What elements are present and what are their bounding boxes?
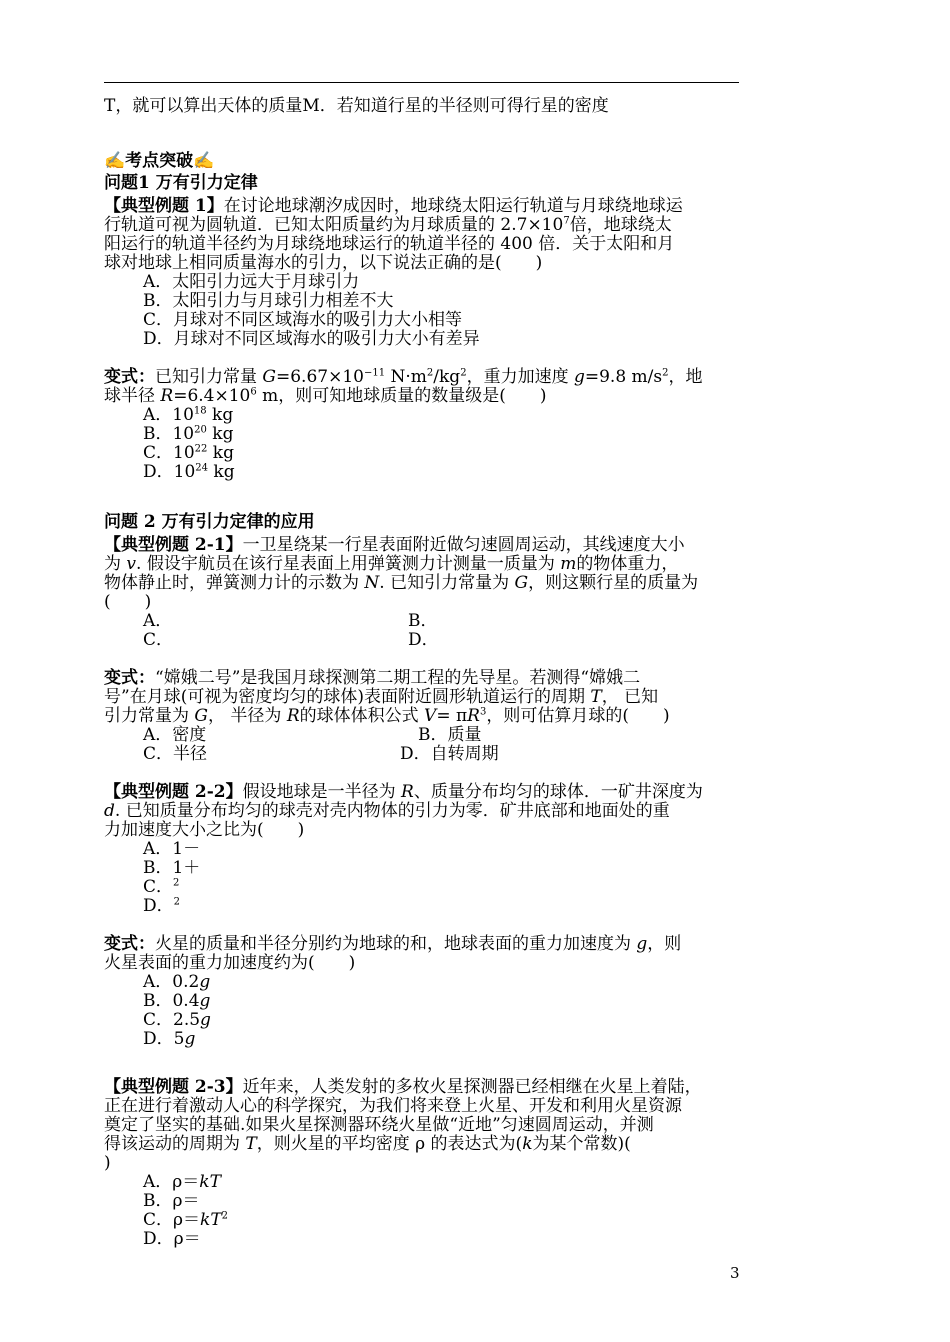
- variant-2-2-line-1: 变式：火星的质量和半径分别约为地球的和，地球表面的重力加速度为 g，则: [104, 934, 682, 954]
- example-2-2-line-3: 力加速度大小之比为( ): [104, 820, 305, 840]
- example-2-3-option-d: D．ρ＝: [143, 1229, 201, 1249]
- variant-2-2-option-c: C．2.5g: [143, 1010, 211, 1030]
- variant-2-1-line-1: 变式：“嫦娥二号”是我国月球探测第二期工程的先导星。若测得“嫦娥二: [104, 668, 641, 688]
- variant-1-option-a: A．$10^{18}$ kg: [143, 405, 234, 425]
- question-2-heading: 问题 2 万有引力定律的应用: [104, 512, 315, 532]
- writing-hand-icon: ✍: [104, 151, 126, 171]
- example-1-option-c: C．月球对不同区域海水的吸引力大小相等: [143, 310, 463, 330]
- page-number: 3: [730, 1264, 740, 1282]
- example-1-option-a: A．太阳引力远大于月球引力: [143, 272, 360, 292]
- variant-2-2-line-2: 火星表面的重力加速度约为( ): [104, 953, 356, 973]
- example-2-3-line-2: 正在进行着激动人心的科学探究，为我们将来登上火星、开发和利用火星资源: [104, 1096, 682, 1116]
- example-2-3-line-4: 得该运动的周期为 T，则火星的平均密度 ρ 的表达式为(k为某个常数)(: [104, 1134, 631, 1154]
- example-1-line-1: 【典型例题 1】在讨论地球潮汐成因时，地球绕太阳运行轨道与月球绕地球运: [104, 196, 683, 216]
- example-2-2-option-c: C．$^2$: [143, 877, 180, 897]
- continued-line: T，就可以算出天体的质量M．若知道行星的半径则可得行星的密度: [104, 96, 609, 116]
- example-2-1-line-3: 物体静止时，弹簧测力计的示数为 N. 已知引力常量为 G，则这颗行星的质量为: [104, 573, 699, 593]
- example-1-option-d: D．月球对不同区域海水的吸引力大小有差异: [143, 329, 480, 349]
- example-2-3-option-a: A．ρ＝kT: [143, 1172, 221, 1192]
- variant-2-1-option-c: C．半径: [143, 744, 208, 764]
- writing-hand-icon: ✍: [193, 151, 215, 171]
- variant-1-line-2: 球半径 $R=6.4\times 10^6$ m，则可知地球质量的数量级是( ): [104, 386, 547, 406]
- example-2-1-option-a: A．: [143, 611, 173, 631]
- example-2-1-option-d: D．: [408, 630, 439, 650]
- example-2-3-line-5: ): [104, 1153, 111, 1173]
- example-2-1-line-2: 为 v. 假设宇航员在该行星表面上用弹簧测力计测量一质量为 m的物体重力，: [104, 554, 679, 574]
- variant-2-2-option-a: A．0.2g: [143, 972, 211, 992]
- example-1-line-3: 阳运行的轨道半径约为月球绕地球运行的轨道半径的 400 倍．关于太阳和月: [104, 234, 675, 254]
- example-2-1-option-c: C．: [143, 630, 174, 650]
- example-2-1-line-1: 【典型例题 2-1】一卫星绕某一行星表面附近做匀速圆周运动，其线速度大小: [104, 535, 685, 555]
- variant-2-2-option-d: D．5g: [143, 1029, 196, 1049]
- example-2-1-option-b: B．: [408, 611, 438, 631]
- variant-1-option-b: B．$10^{20}$ kg: [143, 424, 234, 444]
- example-1-option-b: B．太阳引力与月球引力相差不大: [143, 291, 394, 311]
- section-title: ✍考点突破✍: [104, 151, 215, 171]
- example-1-line-4: 球对地球上相同质量海水的引力，以下说法正确的是( ): [104, 253, 543, 273]
- example-2-2-option-d: D．$^2$: [143, 896, 181, 916]
- variant-1-option-d: D．$10^{24}$ kg: [143, 462, 235, 482]
- example-2-2-option-b: B．1＋: [143, 858, 201, 878]
- variant-2-2-option-b: B．0.4g: [143, 991, 211, 1011]
- variant-1-option-c: C．$10^{22}$ kg: [143, 443, 234, 463]
- example-2-1-line-4: ( ): [104, 592, 152, 612]
- example-2-3-option-b: B．ρ＝: [143, 1191, 200, 1211]
- example-2-2-line-2: d. 已知质量分布均匀的球壳对壳内物体的引力为零．矿井底部和地面处的重: [104, 801, 670, 821]
- variant-2-1-line-3: 引力常量为 G， 半径为 R的球体体积公式 $V= \pi R^3$，则可估算月球的( ): [104, 706, 670, 726]
- variant-2-1-option-d: D．自转周期: [400, 744, 499, 764]
- example-2-3-option-c: C．$\rho=kT^2$: [143, 1210, 229, 1230]
- example-2-2-option-a: A．1－: [143, 839, 201, 859]
- example-2-3-line-3: 奠定了坚实的基础.如果火星探测器环绕火星做“近地”匀速圆周运动，并测: [104, 1115, 654, 1135]
- header-rule: [104, 82, 739, 83]
- variant-2-1-option-a: A．密度: [143, 725, 207, 745]
- variant-2-1-line-2: 号”在月球(可视为密度均匀的球体)表面附近圆形轨道运行的周期 T， 已知: [104, 687, 659, 707]
- question-1-heading: 问题1 万有引力定律: [104, 173, 258, 193]
- variant-2-1-option-b: B．质量: [418, 725, 482, 745]
- example-2-3-line-1: 【典型例题 2-3】近年来，人类发射的多枚火星探测器已经相继在火星上着陆，: [104, 1077, 702, 1097]
- example-2-2-line-1: 【典型例题 2-2】假设地球是一半径为 R、质量分布均匀的球体．一矿井深度为: [104, 782, 703, 802]
- example-1-line-2: 行轨道可视为圆轨道．已知太阳质量约为月球质量的 $2.7\times 10^7$倍，地球绕太: [104, 215, 672, 235]
- variant-1-line-1: 变式：已知引力常量 $G=6.67\times 10^{-11}$ $N\cdot m^2/kg^2$，重力加速度 g=9.8 $m/s^2$，地: [104, 367, 703, 387]
